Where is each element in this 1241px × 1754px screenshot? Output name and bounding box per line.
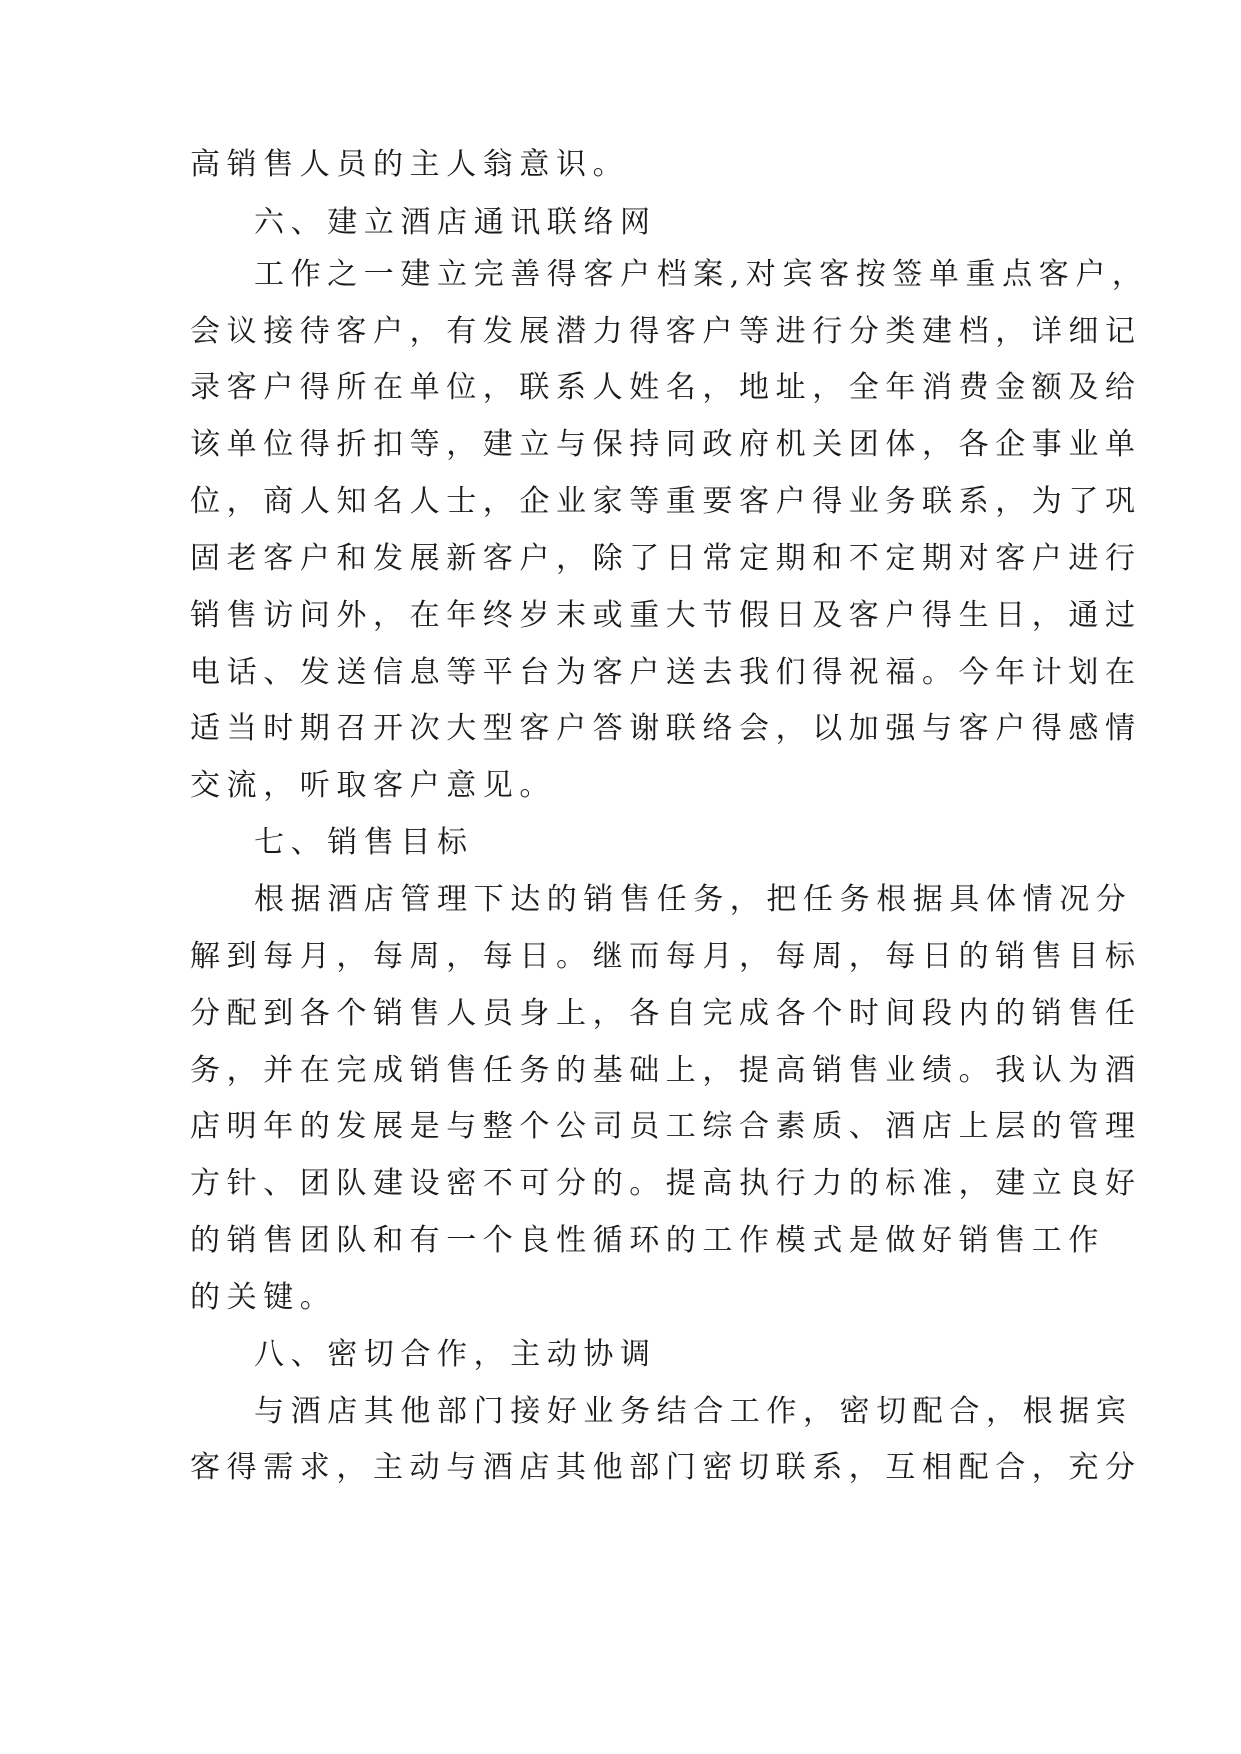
paragraph-line: 的销售团队和有一个良性循环的工作模式是做好销售工作 (190, 1223, 1105, 1258)
paragraph-line: 客得需求，主动与酒店其他部门密切联系，互相配合，充分 (190, 1450, 1142, 1485)
paragraph-line: 固老客户和发展新客户，除了日常定期和不定期对客户进行 (190, 541, 1142, 576)
section-heading-6: 六、建立酒店通讯联络网 (254, 205, 657, 240)
paragraph-line: 该单位得折扣等，建立与保持同政府机关团体，各企事业单 (190, 427, 1142, 462)
section-heading-7: 七、销售目标 (254, 825, 474, 860)
paragraph-line: 解到每月，每周，每日。继而每月，每周，每日的销售目标 (190, 939, 1142, 974)
paragraph-line: 会议接待客户，有发展潜力得客户等进行分类建档，详细记 (190, 314, 1142, 349)
paragraph-line: 录客户得所在单位，联系人姓名，地址，全年消费金额及给 (190, 370, 1142, 405)
paragraph-line: 电话、发送信息等平台为客户送去我们得祝福。今年计划在 (190, 655, 1142, 690)
paragraph-line: 方针、团队建设密不可分的。提高执行力的标准，建立良好 (190, 1166, 1142, 1201)
paragraph-line: 高销售人员的主人翁意识。 (190, 147, 630, 182)
paragraph-line: 分配到各个销售人员身上，各自完成各个时间段内的销售任 (190, 996, 1142, 1031)
paragraph-line: 与酒店其他部门接好业务结合工作，密切配合，根据宾 (254, 1394, 1133, 1429)
paragraph-line: 根据酒店管理下达的销售任务，把任务根据具体情况分 (254, 882, 1133, 917)
paragraph-line: 销售访问外，在年终岁末或重大节假日及客户得生日，通过 (190, 598, 1142, 633)
paragraph-line: 交流，听取客户意见。 (190, 768, 556, 803)
paragraph-line: 位，商人知名人士，企业家等重要客户得业务联系，为了巩 (190, 484, 1142, 519)
paragraph-line: 工作之一建立完善得客户档案,对宾客按签单重点客户， (254, 257, 1149, 292)
paragraph-line: 的关键。 (190, 1280, 337, 1315)
section-heading-8: 八、密切合作，主动协调 (254, 1337, 657, 1372)
paragraph-line: 店明年的发展是与整个公司员工综合素质、酒店上层的管理 (190, 1109, 1142, 1144)
paragraph-line: 适当时期召开次大型客户答谢联络会，以加强与客户得感情 (190, 711, 1142, 746)
paragraph-line: 务，并在完成销售任务的基础上，提高销售业绩。我认为酒 (190, 1053, 1142, 1088)
